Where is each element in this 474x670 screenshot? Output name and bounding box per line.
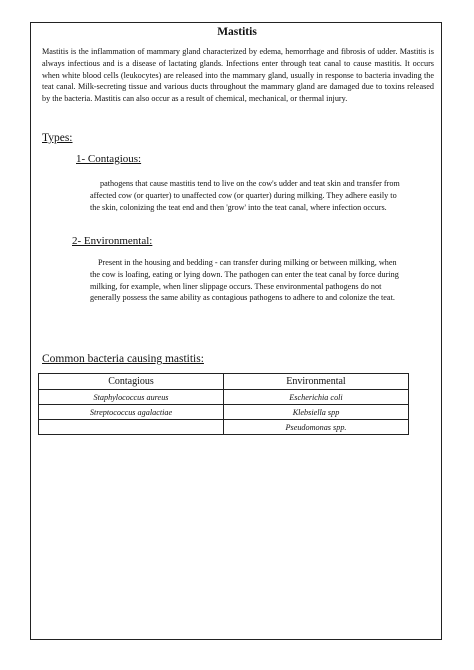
bacteria-table <box>38 373 409 435</box>
page-title: Mastitis <box>217 26 257 38</box>
table-row <box>39 405 409 420</box>
environmental-heading: 2- Environmental: <box>72 235 153 247</box>
intro-paragraph: Mastitis is the inflammation of mammary gland characterized by edema, hemorrhage and fibrosis of udder. Mastitis is always infectious and is a disease of lactating glands. Infections enter through teat canal to cause mastitis. It occurs when white blood cells (leukocytes) are released into the mammary gland, usually in response to bacteria invading the teat canal. Milk-secreting tissue and various ducts throughout the mammary gland are damaged due to toxins released by the bacteria. Mastitis can also occur as a result of chemical, mechanical, or thermal injury. <box>42 47 434 104</box>
table-row <box>39 420 409 435</box>
table-cell: Staphylococcus aureus <box>39 390 224 405</box>
table-cell <box>39 420 224 435</box>
table-header-row <box>39 374 409 390</box>
table-cell: Escherichia coli <box>224 390 409 405</box>
common-bacteria-heading: Common bacteria causing mastitis: <box>42 353 204 365</box>
page-border <box>30 22 442 640</box>
column-header-contagious: Contagious <box>39 374 224 390</box>
table-cell: Streptococcus agalactiae <box>39 405 224 420</box>
environmental-paragraph: Present in the housing and bedding - can transfer during milking or between milking, when the cow is loafing, eating or lying down. The pathogen can enter the teat canal by force during milking, for example, when liner slippage occurs. These environmental pathogens do not generally possess the same ability as contagious pathogens to adhere to and colonize the teat. <box>90 258 399 303</box>
contagious-paragraph: pathogens that cause mastitis tend to live on the cow's udder and teat skin and transfer from affected cow (or quarter) to unaffected cow (or quarter) during milking. They adhere easily to the skin, colonizing the teat end and then 'grow' into the teat canal, where infection occurs. <box>90 179 400 212</box>
contagious-heading: 1- Contagious: <box>76 153 142 165</box>
types-heading: Types: <box>42 132 73 144</box>
table-row <box>39 390 409 405</box>
column-header-environmental: Environmental <box>224 374 409 390</box>
table-cell: Pseudomonas spp. <box>224 420 409 435</box>
table-cell: Klebsiella spp <box>224 405 409 420</box>
